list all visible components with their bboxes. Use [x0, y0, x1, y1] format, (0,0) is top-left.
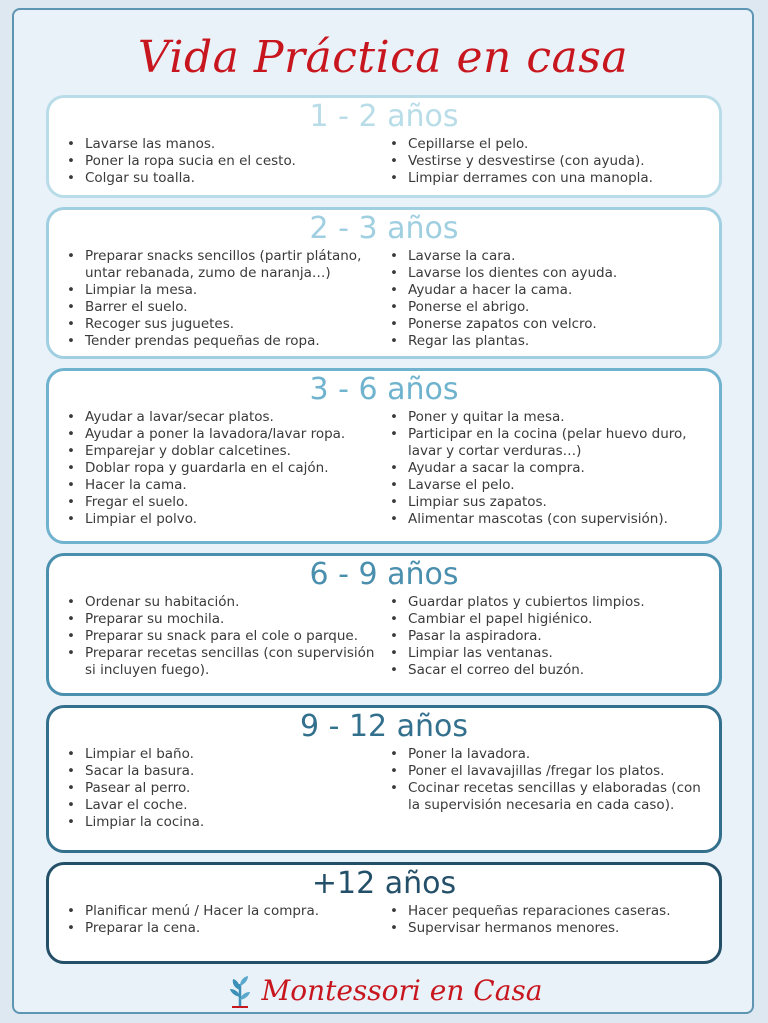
task-item: • Lavar el coche.	[63, 797, 386, 814]
task-item: • Recoger sus juguetes.	[63, 316, 386, 333]
section-heading: 2 - 3 años	[309, 211, 459, 246]
task-column-left	[63, 594, 386, 679]
footer	[0, 972, 768, 1008]
task-item: • Hacer la cama.	[63, 477, 386, 494]
task-item: • Ayudar a poner la lavadora/lavar ropa.	[63, 426, 386, 443]
section-heading: 9 - 12 años	[299, 709, 469, 744]
task-item: • Regar las plantas.	[386, 333, 709, 350]
section-heading: 3 - 6 años	[309, 372, 459, 407]
age-section	[46, 207, 722, 359]
task-item: • Vestirse y desvestirse (con ayuda).	[386, 153, 709, 170]
task-item: • Ayudar a hacer la cama.	[386, 282, 709, 299]
task-item: • Guardar platos y cubiertos limpios.	[386, 594, 709, 611]
task-item: • Preparar su snack para el cole o parque.	[63, 628, 386, 645]
task-column-right	[386, 903, 709, 937]
task-item: • Tender prendas pequeñas de ropa.	[63, 333, 386, 350]
task-column-left	[63, 136, 386, 187]
task-item: • Limpiar la mesa.	[63, 282, 386, 299]
task-item: • Limpiar derrames con una manopla.	[386, 170, 709, 187]
task-column-left	[63, 746, 386, 831]
task-item: • Colgar su toalla.	[63, 170, 386, 187]
task-column-right	[386, 594, 709, 679]
task-item: • Limpiar sus zapatos.	[386, 494, 709, 511]
task-item: • Barrer el suelo.	[63, 299, 386, 316]
task-item: • Preparar su mochila.	[63, 611, 386, 628]
task-item: • Ponerse zapatos con velcro.	[386, 316, 709, 333]
page-title: Vida Práctica en casa	[137, 32, 629, 83]
task-item: • Lavarse los dientes con ayuda.	[386, 265, 709, 282]
task-column-left	[63, 248, 386, 350]
task-item: • Sacar la basura.	[63, 763, 386, 780]
task-item: • Preparar la cena.	[63, 920, 386, 937]
task-item: • Limpiar el polvo.	[63, 511, 386, 528]
task-item: • Poner y quitar la mesa.	[386, 409, 709, 426]
task-item: • Cepillarse el pelo.	[386, 136, 709, 153]
task-item: • Ayudar a lavar/secar platos.	[63, 409, 386, 426]
task-item: • Limpiar las ventanas.	[386, 645, 709, 662]
task-item: • Participar en la cocina (pelar huevo duro, lavar y cortar verduras…)	[386, 426, 709, 460]
brand-name: Montessori en Casa	[261, 973, 543, 1007]
task-item: • Limpiar la cocina.	[63, 814, 386, 831]
age-section	[46, 705, 722, 853]
section-heading: 1 - 2 años	[309, 99, 459, 134]
task-item: • Poner la ropa sucia en el cesto.	[63, 153, 386, 170]
task-item: • Pasar la aspiradora.	[386, 628, 709, 645]
section-heading: 6 - 9 años	[309, 557, 459, 592]
task-item: • Lavarse las manos.	[63, 136, 386, 153]
task-item: • Lavarse la cara.	[386, 248, 709, 265]
task-item: • Ayudar a sacar la compra.	[386, 460, 709, 477]
task-item: • Ordenar su habitación.	[63, 594, 386, 611]
task-column-left	[63, 903, 386, 937]
task-column-right	[386, 409, 709, 528]
task-item: • Poner la lavadora.	[386, 746, 709, 763]
task-item: • Preparar recetas sencillas (con supervisión si incluyen fuego).	[63, 645, 386, 679]
task-item: • Limpiar el baño.	[63, 746, 386, 763]
age-section	[46, 368, 722, 544]
sprout-icon	[226, 972, 254, 1008]
age-section	[46, 553, 722, 696]
task-column-right	[386, 248, 709, 350]
task-item: • Sacar el correo del buzón.	[386, 662, 709, 679]
task-item: • Emparejar y doblar calcetines.	[63, 443, 386, 460]
task-item: • Cambiar el papel higiénico.	[386, 611, 709, 628]
task-column-right	[386, 136, 709, 187]
task-item: • Cocinar recetas sencillas y elaboradas (con la supervisión necesaria en cada caso).	[386, 780, 709, 814]
age-section	[46, 95, 722, 198]
task-item: • Alimentar mascotas (con supervisión).	[386, 511, 709, 528]
task-item: • Doblar ropa y guardarla en el cajón.	[63, 460, 386, 477]
task-column-left	[63, 409, 386, 528]
task-item: • Pasear al perro.	[63, 780, 386, 797]
task-item: • Ponerse el abrigo.	[386, 299, 709, 316]
task-item: • Preparar snacks sencillos (partir plátano, untar rebanada, zumo de naranja…)	[63, 248, 386, 282]
task-column-right	[386, 746, 709, 831]
task-item: • Supervisar hermanos menores.	[386, 920, 709, 937]
task-item: • Planificar menú / Hacer la compra.	[63, 903, 386, 920]
task-item: • Poner el lavavajillas /fregar los platos.	[386, 763, 709, 780]
task-item: • Fregar el suelo.	[63, 494, 386, 511]
age-section	[46, 862, 722, 964]
task-item: • Lavarse el pelo.	[386, 477, 709, 494]
section-heading: +12 años	[311, 866, 457, 901]
task-item: • Hacer pequeñas reparaciones caseras.	[386, 903, 709, 920]
